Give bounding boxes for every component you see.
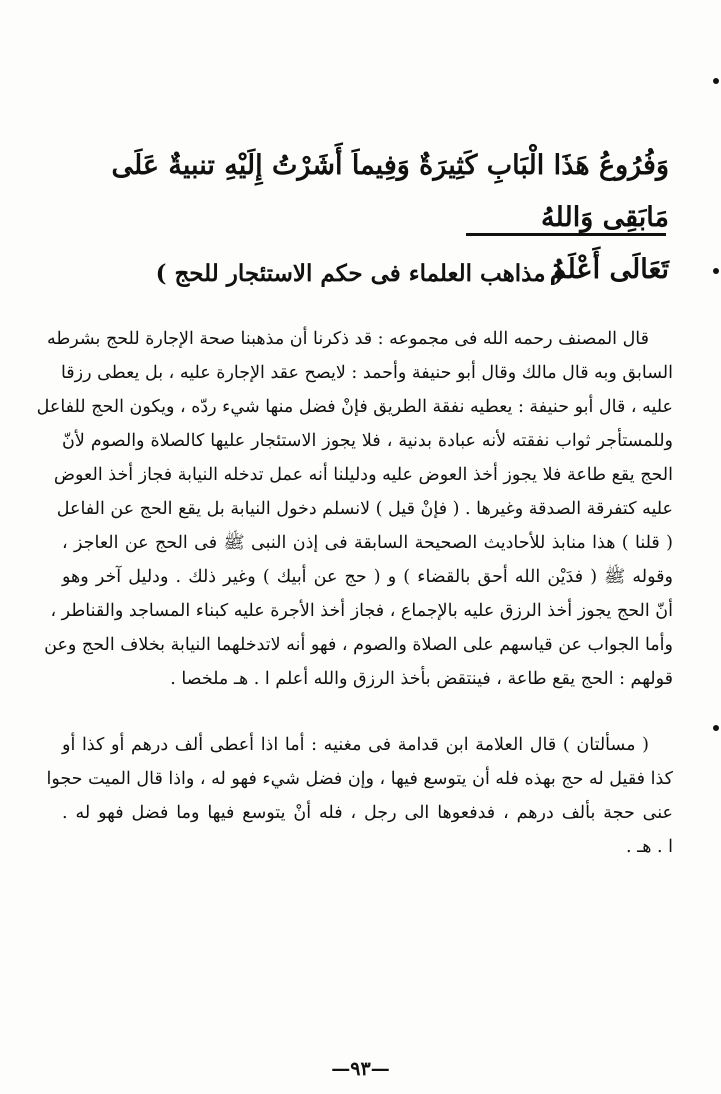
paragraph-scholars-opinions [36, 322, 673, 696]
text-line: الحج يقع طاعة فلا يجوز أخذ العوض عليه ودليلنا أنه عمل تدخله النيابة فجاز أخذ العوض [53, 465, 673, 485]
text-line: كذا فقيل له حج بهذه فله أن يتوسع فيها ، وإن فضل شيء فهو له ، واذا قال الميت حجوا [46, 769, 673, 789]
text-line: ا . هـ . [625, 837, 673, 857]
text-line: عليه كتفرقة الصدقة وغيرها . ( فإنْ قيل ) لانسلم دخول النيابة بل يقع الحج عن الفاعل [56, 499, 673, 519]
paragraph-two-issues [46, 728, 673, 864]
text-line: ( مسألتان ) قال العلامة ابن قدامة فى مغنيه : أما اذا أعطى ألف درهم أو كذا أو [62, 735, 649, 755]
text-line: قال المصنف رحمه الله فى مجموعه : قد ذكرنا أن مذهبنا صحة الإجارة للحج بشرطه [46, 329, 649, 349]
heading-line: وَفُرُوعُ هَذَا الْبَابِ كَثِيرَةٌ وَفِيماَ أَشَرْتُ إِلَيْهِ تنبيةٌ عَلَى مَابَقِى وَاللهُ [111, 150, 669, 233]
section-title: ( مذاهب العلماء فى حكم الاستئجار للحج ) [155, 260, 565, 287]
text-line: السابق وبه قال مالك وقال أبو حنيفة وأحمد : لايصح عقد الإجارة عليه ، بل يعطى رزقا [60, 363, 673, 383]
margin-dot [713, 78, 719, 84]
text-line: ( قلنا ) هذا منابذ للأحاديث الصحيحة السابقة فى إذن النبى ﷺ فى الحج عن العاجز ، [62, 533, 673, 553]
text-line: أنّ الحج يجوز أخذ الرزق عليه بالإجماع ، فجاز أخذ الأجرة عليه كبناء المساجد والقناطر ، [50, 601, 673, 621]
heading-divider [466, 233, 666, 236]
text-line: عليه ، قال أبو حنيفة : يعطيه نفقة الطريق فإنْ فضل منها شيء ردّه ، ويكون الحج للفاعل [36, 397, 673, 417]
text-line: وقوله ﷺ ( فدَيْن الله أحق بالقضاء ) و ( حج عن أبيك ) وغير ذلك . ودليل آخر وهو [62, 567, 673, 587]
text-line: عنى حجة بألف درهم ، فدفعوها الى رجل ، فله أنْ يتوسع فيها وما فضل فهو له . [62, 803, 673, 823]
text-line: وأما الجواب عن قياسهم على الصلاة والصوم ، فهو أنه لاتدخلهما النيابة بخلاف الحج وعن [44, 635, 673, 655]
page-number: —٩٣— [331, 1058, 390, 1080]
text-line: وللمستأجر ثواب نفقته لأنه عبادة بدنية ، فلا يجوز الاستئجار عليها كالصلاة والصوم لأنّ [62, 431, 673, 451]
text-line: قولهم : الحج يقع طاعة ، فينتقض بأخذ الرزق والله أعلم ا . هـ ملخصا . [170, 669, 673, 689]
heading-line: تَعَالَى أَعْلَمُ [549, 254, 669, 285]
margin-dot [713, 268, 719, 274]
margin-dot [713, 725, 719, 731]
